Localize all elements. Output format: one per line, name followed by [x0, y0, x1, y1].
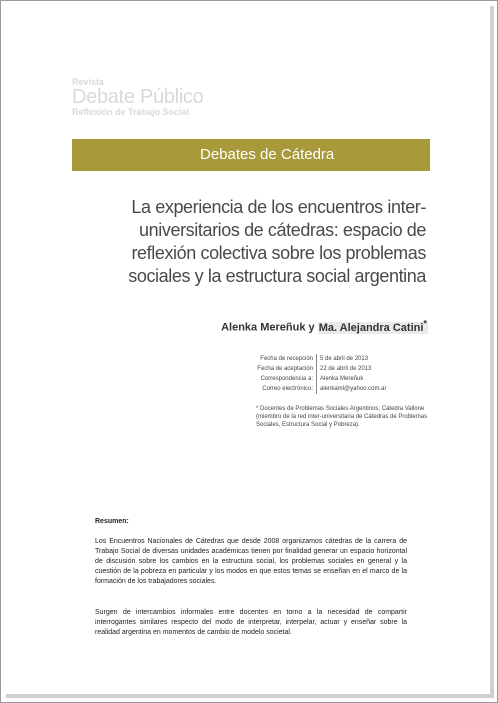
meta-row	[257, 364, 386, 374]
journal-masthead	[72, 77, 203, 118]
abstract-paragraph-2: Surgen de intercambios informales entre docentes en torno a la necesidad de compartir interrogantes similares respecto del modo de interpretar, interpelar, actuar y enseñar sobre la realidad argentina en momentos de cambio de modelo societal.	[95, 609, 407, 636]
author-footnote-mark: *	[423, 318, 427, 328]
meta-value: 5 de abril de 2013	[320, 356, 369, 362]
page-shadow-right	[490, 6, 494, 696]
meta-label: Correspondencia a:	[257, 374, 317, 384]
meta-row	[257, 384, 386, 394]
meta-value: alenkaml@yahoo.com.ar	[320, 386, 387, 392]
meta-row	[257, 374, 386, 384]
meta-value: Alenka Mereñuk	[320, 376, 364, 382]
meta-row	[257, 354, 386, 364]
article-metadata	[257, 354, 386, 394]
page-shadow-bottom	[6, 694, 494, 698]
abstract-heading: Resumen:	[95, 518, 129, 525]
section-band	[72, 139, 430, 171]
abstract-paragraph-1: Los Encuentros Nacionales de Cátedras que desde 2008 organizamos cátedras de la carrera de Trabajo Social de diversas unidades académicas tienen por finalidad generar un espacio horizontal de discusión sobre los cambios en la estructura social, los problemas sociales en general y la cuestión de la pobreza en particular y los modos en que estos temas se enseñan en el marco de la formación de los trabajadores sociales.	[95, 538, 407, 585]
meta-label: Fecha de aceptación	[257, 364, 317, 374]
journal-subtitle: Reflexión de Trabajo Social	[72, 107, 190, 117]
section-label: Debates de Cátedra	[200, 146, 335, 163]
author-1: Alenka Mereñuk y	[221, 321, 315, 334]
meta-value: 22 de abril de 2013	[320, 366, 372, 372]
authors-line	[150, 318, 428, 334]
meta-label: Correo electrónico:	[257, 384, 317, 394]
journal-small-label: Revista	[72, 77, 105, 87]
article-title: La experiencia de los encuentros inter-universitarios de cátedras: espacio de reflexión colectiva sobre los problemas sociales y la estructura social argentina	[128, 197, 426, 286]
author-2	[318, 318, 428, 334]
author-2-name: Ma. Alejandra Catini	[318, 321, 424, 334]
meta-label: Fecha de recepción	[257, 354, 317, 364]
journal-name: Debate Público	[72, 86, 204, 108]
author-footnote: * Docentes de Problemas Sociales Argentinos, Cátedra Vallone (miembro de la red inter-universitaria de Cátedras de Problemas Sociales, Estructura Social y Pobreza).	[256, 406, 428, 428]
